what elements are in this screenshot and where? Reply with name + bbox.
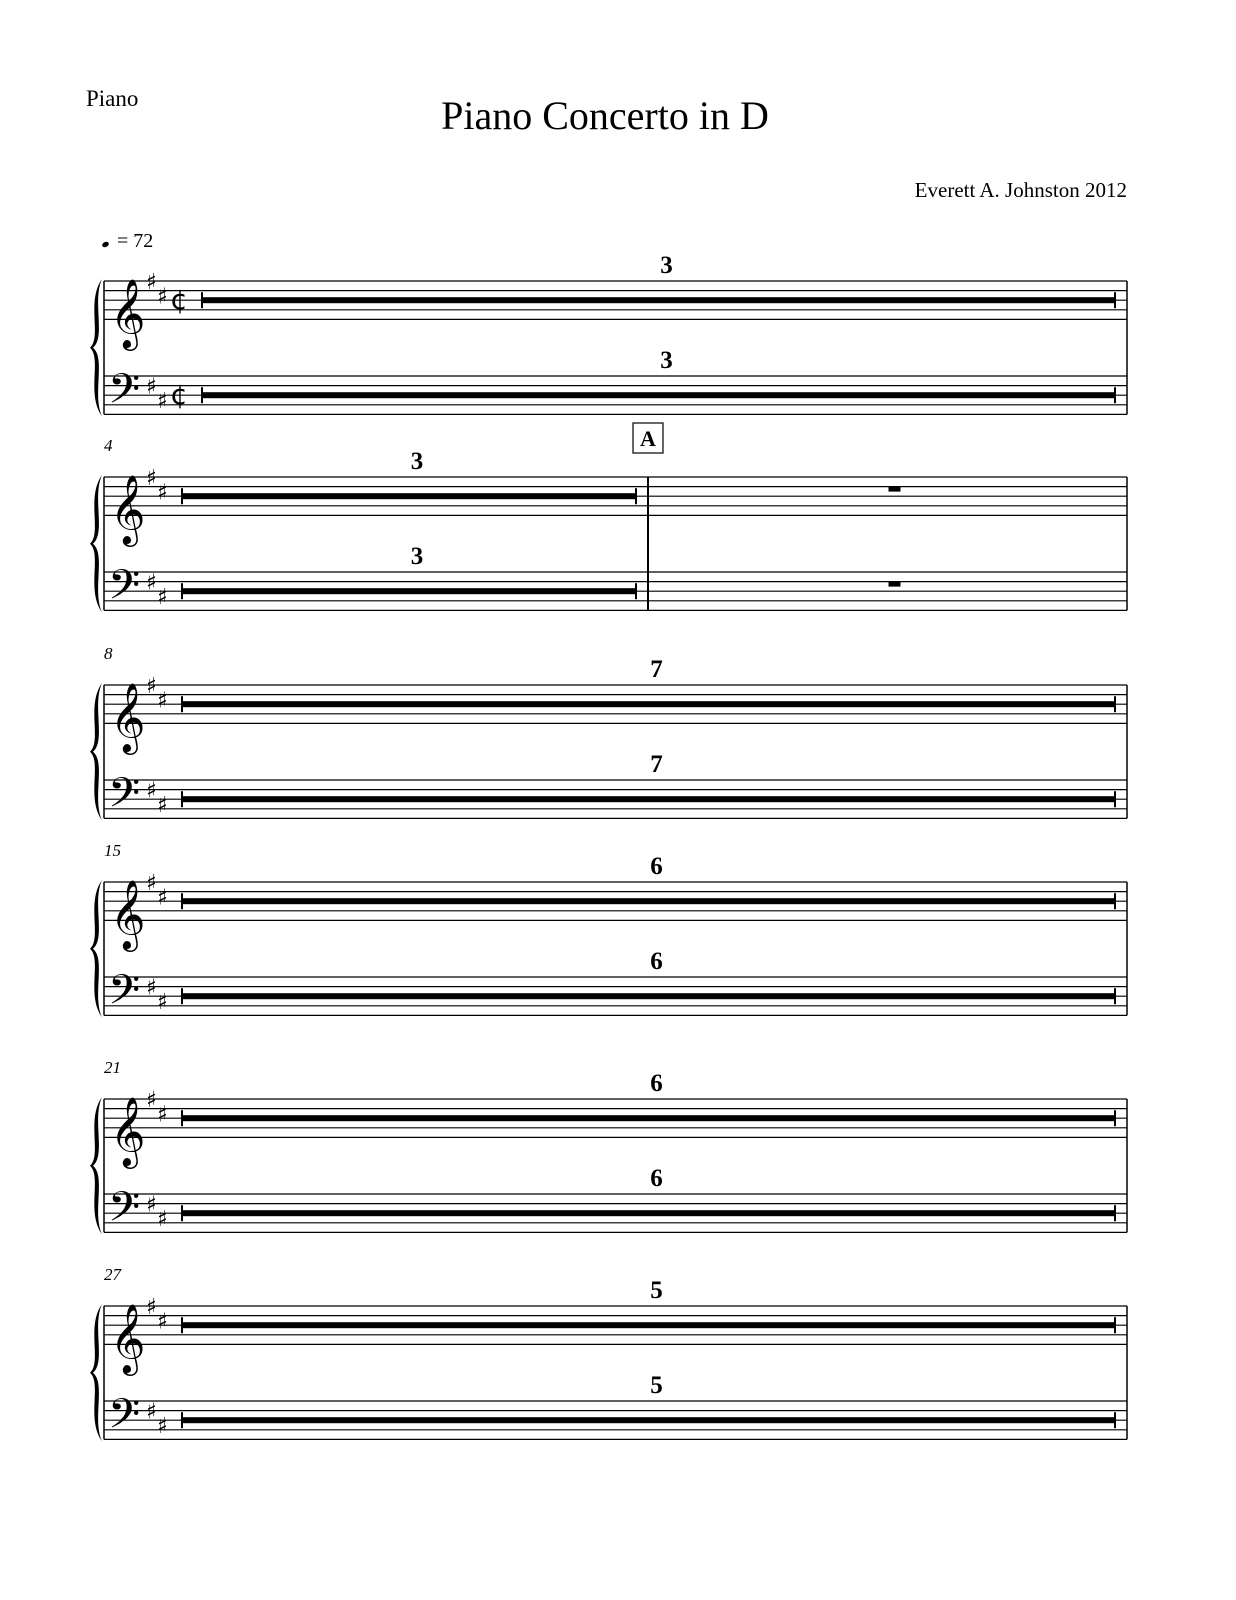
system-brace — [90, 475, 102, 612]
bass-multirest-count: 6 — [650, 1165, 663, 1192]
bass-sharp-icon: ♯ — [146, 1399, 157, 1425]
bass-multirest-bar — [182, 993, 1115, 999]
bass-clef-icon: 𝄢 — [108, 560, 141, 619]
bass-cut-time-icon: ¢ — [170, 378, 188, 412]
bass-multirest-count: 7 — [650, 751, 663, 778]
bass-clef-icon: 𝄢 — [108, 364, 141, 423]
measure-number: 8 — [104, 644, 113, 663]
bass-whole-rest-icon — [889, 582, 901, 587]
bass-sharp-icon: ♯ — [146, 374, 157, 400]
measure-number: 15 — [104, 841, 121, 860]
treble-sharp-icon: ♯ — [157, 1309, 168, 1335]
treble-clef-icon: 𝄞 — [110, 879, 146, 950]
treble-sharp-icon: ♯ — [157, 480, 168, 506]
treble-sharp-icon: ♯ — [146, 674, 157, 699]
treble-multirest-count: 6 — [650, 853, 663, 880]
system-brace — [90, 279, 102, 416]
bass-clef-icon: 𝄢 — [108, 1389, 141, 1448]
bass-sharp-icon: ♯ — [146, 778, 157, 804]
treble-clef-icon: 𝄞 — [110, 1096, 146, 1167]
bass-clef-icon: 𝄢 — [108, 965, 141, 1024]
system-brace — [90, 1304, 102, 1441]
treble-sharp-icon: ♯ — [157, 688, 168, 714]
treble-sharp-icon: ♯ — [146, 1295, 157, 1320]
treble-sharp-icon: ♯ — [146, 466, 157, 491]
bass-sharp-icon: ♯ — [157, 793, 168, 818]
measure-number: 27 — [104, 1265, 121, 1284]
measure-number: 4 — [104, 436, 113, 455]
bass-multirest-bar — [182, 1417, 1115, 1423]
bass-sharp-icon: ♯ — [157, 1414, 168, 1439]
treble-multirest-count: 7 — [650, 656, 663, 683]
bass-sharp-icon: ♯ — [157, 389, 168, 414]
bass-multirest-count: 6 — [650, 948, 663, 975]
instrument-label: Piano — [86, 86, 139, 111]
bass-multirest-bar — [202, 392, 1115, 398]
score-title: Piano Concerto in D — [441, 93, 769, 138]
bass-multirest-bar — [182, 1210, 1115, 1216]
bass-multirest-count: 3 — [660, 347, 673, 374]
treble-sharp-icon: ♯ — [157, 885, 168, 911]
treble-clef-icon: 𝄞 — [110, 474, 146, 545]
treble-multirest-bar — [182, 1115, 1115, 1121]
treble-whole-rest-icon — [889, 487, 901, 492]
measure-number: 21 — [104, 1058, 121, 1077]
bass-clef-icon: 𝄢 — [108, 768, 141, 827]
bass-sharp-icon: ♯ — [157, 585, 168, 610]
treble-multirest-count: 5 — [650, 1277, 663, 1304]
bass-sharp-icon: ♯ — [157, 1207, 168, 1232]
treble-sharp-icon: ♯ — [157, 1102, 168, 1128]
treble-cut-time-icon: ¢ — [170, 283, 188, 317]
treble-clef-icon: 𝄞 — [110, 1303, 146, 1374]
bass-sharp-icon: ♯ — [146, 1192, 157, 1218]
treble-multirest-bar — [202, 297, 1115, 303]
treble-multirest-count: 3 — [410, 448, 424, 475]
treble-multirest-count: 3 — [660, 252, 673, 279]
treble-multirest-bar — [182, 701, 1115, 707]
treble-multirest-bar — [182, 898, 1115, 904]
treble-clef-icon: 𝄞 — [110, 682, 146, 753]
system-brace — [90, 1097, 102, 1234]
bass-clef-icon: 𝄢 — [108, 1182, 141, 1241]
bass-sharp-icon: ♯ — [146, 975, 157, 1001]
system-brace — [90, 683, 102, 820]
treble-sharp-icon: ♯ — [146, 1088, 157, 1113]
treble-multirest-count: 6 — [650, 1070, 663, 1097]
treble-sharp-icon: ♯ — [157, 284, 168, 310]
composer-credit: Everett A. Johnston 2012 — [914, 178, 1127, 202]
bass-sharp-icon: ♯ — [157, 990, 168, 1015]
treble-sharp-icon: ♯ — [146, 270, 157, 295]
bass-multirest-bar — [182, 588, 636, 594]
treble-sharp-icon: ♯ — [146, 871, 157, 896]
system-brace — [90, 880, 102, 1017]
bass-multirest-count: 5 — [650, 1372, 663, 1399]
treble-multirest-bar — [182, 493, 636, 499]
bass-multirest-bar — [182, 796, 1115, 802]
bass-sharp-icon: ♯ — [146, 570, 157, 596]
rehearsal-mark: A — [640, 426, 656, 451]
bass-multirest-count: 3 — [410, 543, 424, 570]
treble-clef-icon: 𝄞 — [110, 278, 146, 349]
treble-multirest-bar — [182, 1322, 1115, 1328]
tempo-value: = 72 — [117, 230, 154, 252]
